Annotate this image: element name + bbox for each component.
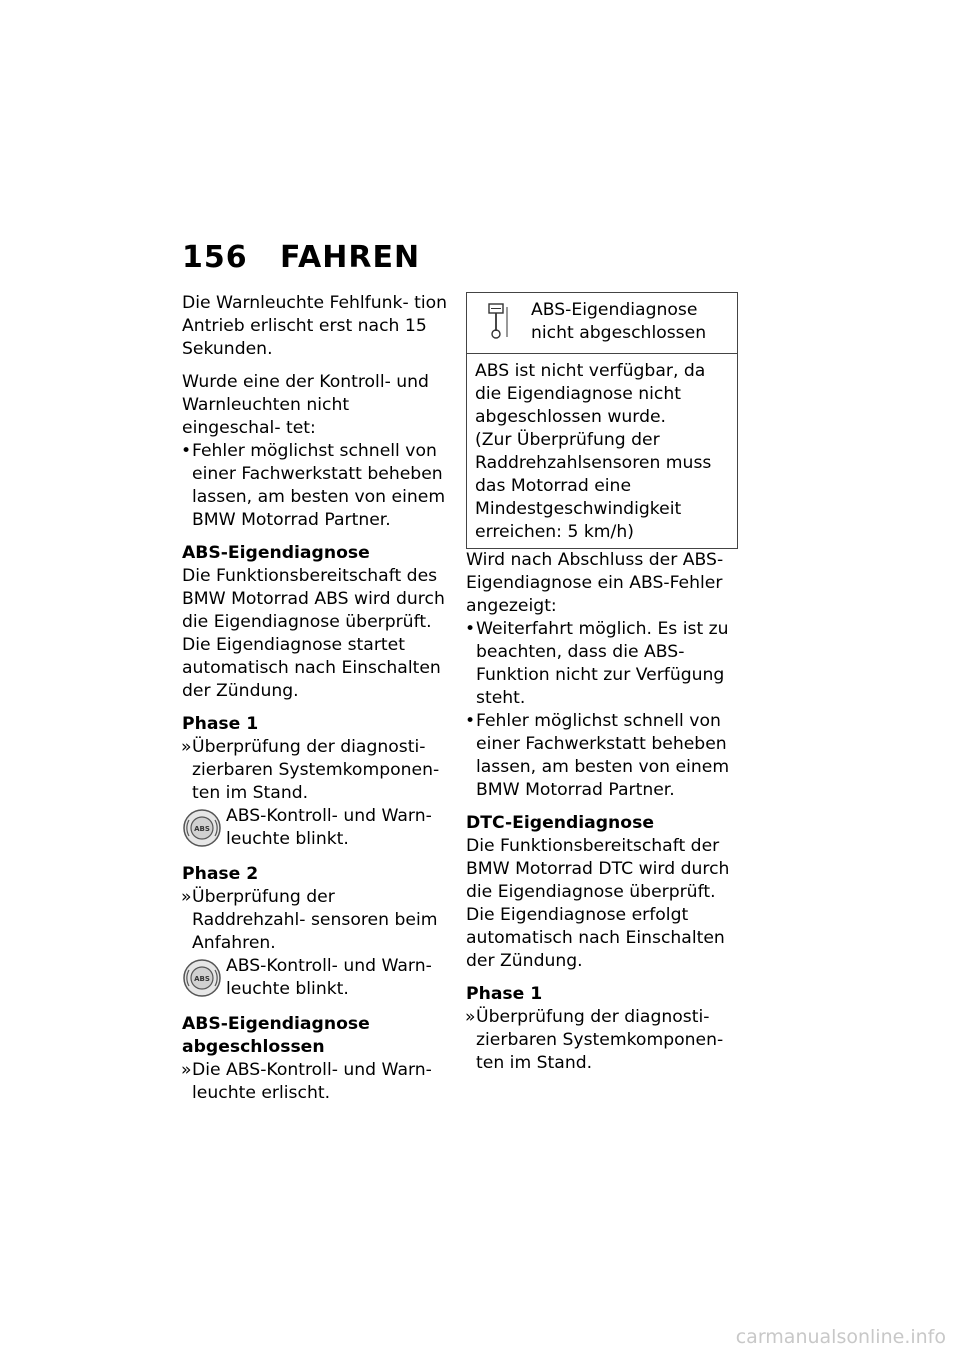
abs-warning-lamp-icon (182, 808, 222, 848)
abs-diagnosis-text: Die Funktionsbereitschaft des BMW Motorrad ABS wird durch die Eigendiagnose überprüft. Die Eigendiagnose startet automatisch nach Einschalten der Zündung. (182, 566, 445, 701)
phase2-step: » Überprüfung der Raddrehzahl- sensoren beim Anfahren. (182, 886, 450, 955)
abs-warning-lamp-icon (182, 958, 222, 998)
left-column (182, 292, 450, 1115)
notice-box-line2: (Zur Überprüfung der Raddrehzahlsensoren muss das Motorrad eine Mindestgeschwindigkeit erreichen: 5 km/h) (475, 430, 712, 542)
phase1-heading: Phase 1 (182, 714, 259, 734)
abs-done-heading-line2: abgeschlossen (182, 1037, 325, 1057)
dtc-diagnosis-heading: DTC-Eigendiagnose (466, 813, 654, 833)
phase1-indicator-text: ABS-Kontroll- und Warn- leuchte blinkt. (226, 806, 432, 849)
abs-error-bullet-1: • Weiterfahrt möglich. Es ist zu beachten, dass die ABS- Funktion nicht zur Verfügung steht. (466, 618, 738, 710)
watermark: carmanualsonline.info (735, 1326, 946, 1348)
phase2-indicator-text: ABS-Kontroll- und Warn- leuchte blinkt. (226, 956, 432, 999)
page-header (182, 240, 420, 275)
abs-error-intro: Wird nach Abschluss der ABS- Eigendiagnose ein ABS-Fehler angezeigt: (466, 550, 724, 616)
phase1-step: » Überprüfung der diagnosti- zierbaren Systemkomponen- ten im Stand. (182, 736, 450, 805)
phase1-steps (182, 736, 450, 805)
dtc-phase1-step: » Überprüfung der diagnosti- zierbaren Systemkomponen- ten im Stand. (466, 1006, 738, 1075)
phase2-steps (182, 886, 450, 955)
abs-done-heading-line1: ABS-Eigendiagnose (182, 1014, 370, 1034)
abs-error-bullet-2: • Fehler möglichst schnell von einer Fachwerkstatt beheben lassen, am besten von einem BMW Motorrad Partner. (466, 710, 738, 802)
abs-done-heading (182, 1013, 450, 1059)
dtc-phase1-steps (466, 1006, 738, 1075)
abs-lamp-label: ABS (194, 825, 210, 833)
section-title: FAHREN (280, 240, 421, 275)
phase1-indicator (182, 805, 450, 851)
abs-lamp-label: ABS (194, 975, 210, 983)
right-column (466, 292, 738, 1085)
notice-box (466, 292, 738, 549)
notice-box-line1: ABS ist nicht verfügbar, da die Eigendiagnose nicht abgeschlossen wurde. (475, 361, 706, 427)
abs-error-bullets (466, 618, 738, 802)
notice-box-body (467, 354, 737, 548)
dtc-phase1-heading: Phase 1 (466, 984, 543, 1004)
warning-bullet-list (182, 440, 450, 532)
warning-intro: Wurde eine der Kontroll- und Warnleuchten nicht eingeschal- tet: (182, 372, 429, 438)
abs-done-steps (182, 1059, 450, 1105)
abs-diagnosis-heading: ABS-Eigendiagnose (182, 543, 370, 563)
page-number: 156 (182, 240, 248, 275)
diagnosis-tool-icon (483, 301, 513, 341)
warning-lamp-note: Die Warnleuchte Fehlfunk- tion Antrieb erlischt erst nach 15 Sekunden. (182, 293, 448, 359)
abs-done-step: » Die ABS-Kontroll- und Warn- leuchte erlischt. (182, 1059, 450, 1105)
phase2-indicator (182, 955, 450, 1001)
phase2-heading: Phase 2 (182, 864, 259, 884)
dtc-diagnosis-text: Die Funktionsbereitschaft der BMW Motorrad DTC wird durch die Eigendiagnose überprüft. Die Eigendiagnose erfolgt automatisch nach Einschalten der Zündung. (466, 836, 730, 971)
warning-bullet: • Fehler möglichst schnell von einer Fachwerkstatt beheben lassen, am besten von einem BMW Motorrad Partner. (182, 440, 450, 532)
notice-box-title: ABS-Eigendiagnose nicht abgeschlossen (531, 300, 707, 343)
notice-box-header (467, 293, 737, 354)
